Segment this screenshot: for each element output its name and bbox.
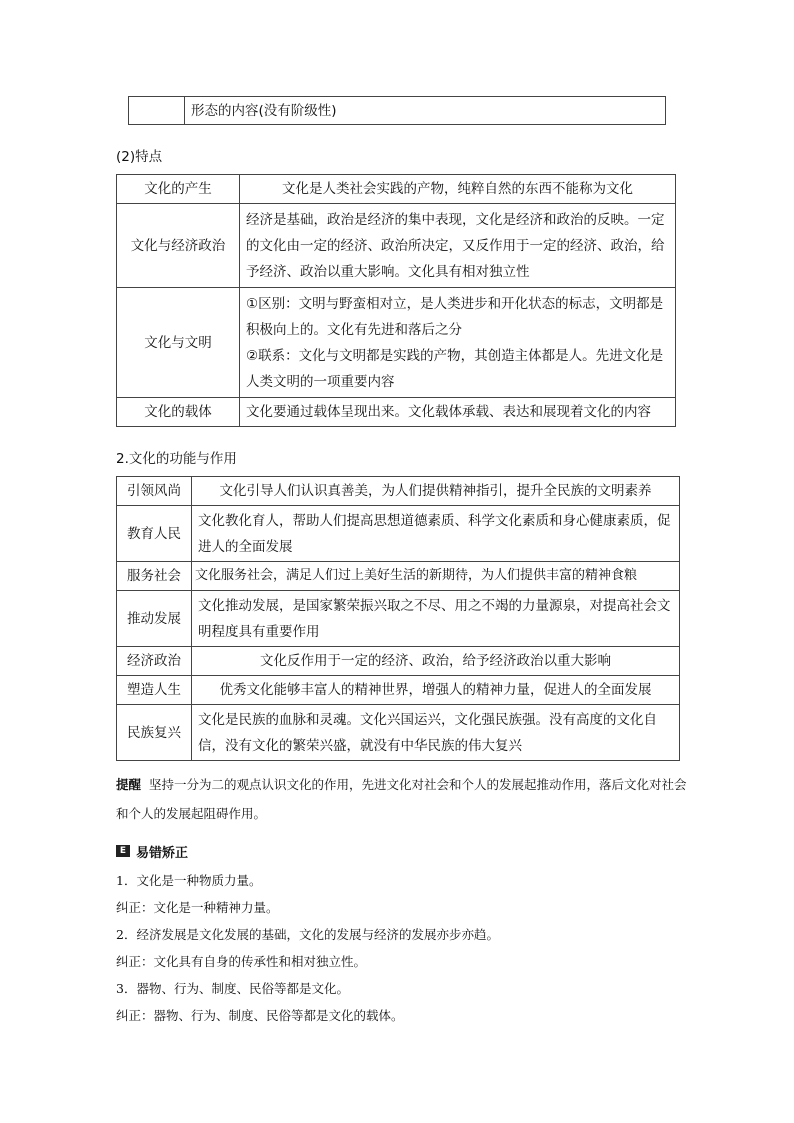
mistake-statement: 1．文化是一种物质力量。 [116,873,262,888]
features-heading: (2)特点 [116,149,163,165]
features-content: 文化是人类社会实践的产物，纯粹自然的东西不能称为文化 [240,175,676,204]
correction-line [116,953,696,971]
correction-line [116,1007,696,1025]
table-row [117,562,680,591]
functions-label: 经济政治 [117,647,192,676]
functions-content: 文化引导人们认识真善美，为人们提供精神指引，提升全民族的文明素养 [192,477,680,506]
features-content: 经济是基础，政治是经济的集中表现，文化是经济和政治的反映。一定的文化由一定的经济、政治所决定，又反作用于一定的经济、政治，给予经济、政治以重大影响。文化具有相对独立性 [240,204,676,288]
functions-content: 优秀文化能够丰富人的精神世界，增强人的精神力量，促进人的全面发展 [192,676,680,705]
connection-text: ②联系：文化与文明都是实践的产物，其创造主体都是人。先进文化是人类文明的一项重要内容 [246,347,664,390]
functions-content: 文化推动发展，是国家繁荣振兴取之不尽、用之不竭的力量源泉，对提高社会文明程度具有重要作用 [192,591,680,647]
features-content: 文化要通过载体呈现出来。文化载体承载、表达和展现着文化的内容 [240,398,676,427]
features-label: 文化的产生 [117,175,240,204]
correction-prefix: 纠正： [116,1008,154,1023]
table-row [117,175,676,204]
corrections-title [116,842,188,860]
correction-prefix: 纠正： [116,954,154,969]
mistake-statement: 3．器物、行为、制度、民俗等都是文化。 [116,981,349,996]
table-row [117,477,680,506]
table-row [117,506,680,562]
correction-line [116,899,696,917]
functions-label: 教育人民 [117,506,192,562]
functions-label: 引领风尚 [117,477,192,506]
mistake-statement: 2．经济发展是文化发展的基础，文化的发展与经济的发展亦步亦趋。 [116,927,499,942]
table-row [117,676,680,705]
functions-label: 服务社会 [117,562,192,591]
table-row [117,591,680,647]
functions-content: 文化教化育人，帮助人们提高思想道德素质、科学文化素质和身心健康素质，促进人的全面发展 [192,506,680,562]
reminder-note [116,770,688,828]
features-label: 文化与文明 [117,288,240,398]
features-content [240,288,676,398]
table-row [117,647,680,676]
correction-text: 文化具有自身的传承性和相对独立性。 [153,954,367,969]
functions-content: 文化服务社会，满足人们过上美好生活的新期待，为人们提供丰富的精神食粮 [192,562,680,591]
difference-text: ①区别：文明与野蛮相对立，是人类进步和开化状态的标志，文明都是积极向上的。文化有先进和落后之分 [246,295,664,338]
top-table-empty-cell [129,97,185,125]
correction-text: 器物、行为、制度、民俗等都是文化的载体。 [153,1008,404,1023]
table-row [117,705,680,761]
functions-heading: 2.文化的功能与作用 [116,451,237,467]
functions-label: 民族复兴 [117,705,192,761]
top-table-text-cell: 形态的内容(没有阶级性) [185,97,666,125]
features-label: 文化的载体 [117,398,240,427]
reminder-label: 提醒 [116,777,142,792]
functions-label: 推动发展 [117,591,192,647]
functions-table [116,476,680,761]
reminder-text: 坚持一分为二的观点认识文化的作用，先进文化对社会和个人的发展起推动作用，落后文化对社会和个人的发展起阻碍作用。 [116,777,687,821]
corrections-title-text: 易错矫正 [136,845,189,861]
features-table [116,174,676,427]
correction-prefix: 纠正： [116,900,154,915]
features-label: 文化与经济政治 [117,204,240,288]
table-row [117,398,676,427]
section-marker-icon: E [116,845,130,857]
top-table-fragment [128,96,666,125]
correction-text: 文化是一种精神力量。 [153,900,279,915]
functions-content: 文化是民族的血脉和灵魂。文化兴国运兴，文化强民族强。没有高度的文化自信，没有文化的繁荣兴盛，就没有中华民族的伟大复兴 [192,705,680,761]
table-row [117,204,676,288]
table-row [117,288,676,398]
functions-label: 塑造人生 [117,676,192,705]
functions-content: 文化反作用于一定的经济、政治，给予经济政治以重大影响 [192,647,680,676]
